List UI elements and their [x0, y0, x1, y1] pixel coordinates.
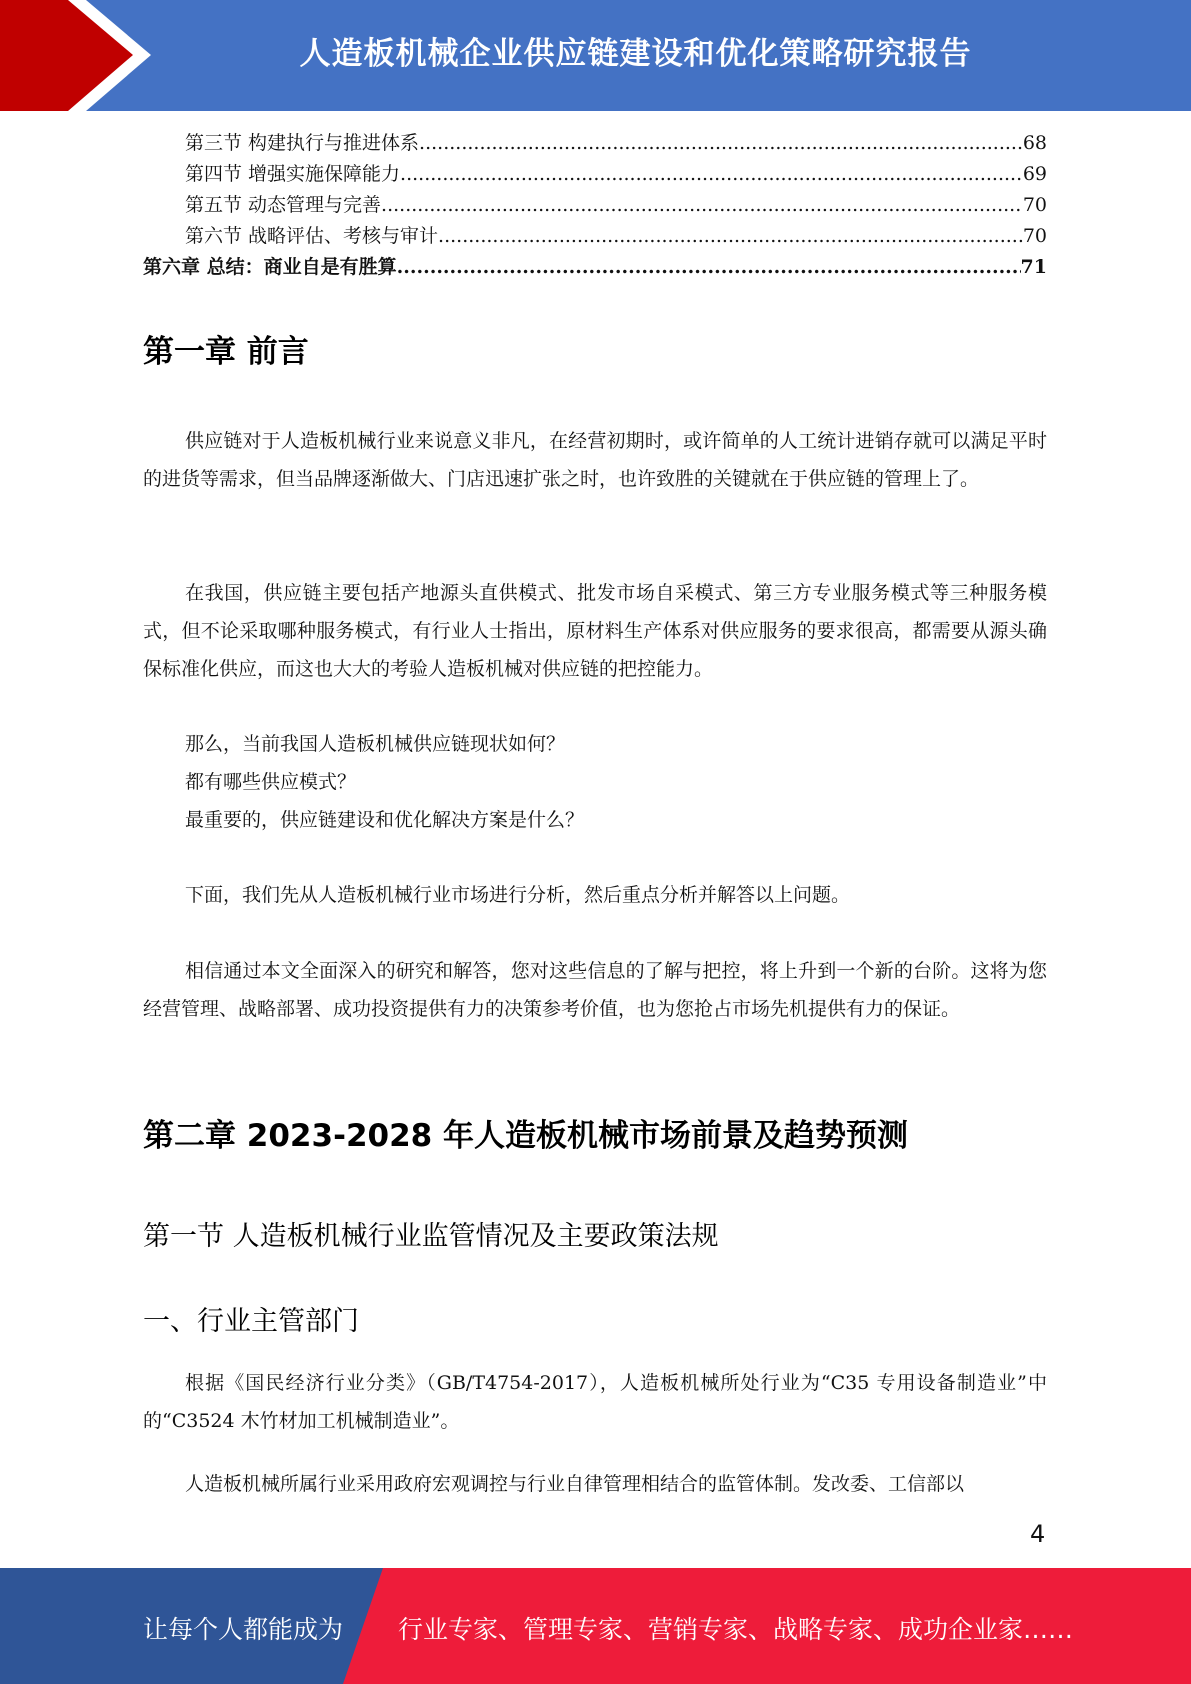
toc-entry[interactable] — [143, 159, 1047, 190]
toc-entry-page: 69 — [1022, 163, 1047, 185]
chapter-heading: 第一章 前言 — [143, 334, 309, 370]
chapter-heading: 第二章 2023-2028 年人造板机械市场前景及趋势预测 — [143, 1118, 909, 1154]
toc-entry-page: 71 — [1020, 256, 1047, 278]
body-paragraph: 根据《国民经济行业分类》（GB/T4754-2017），人造板机械所处行业为“C35 专用设备制造业”中的“C3524 木竹材加工机械制造业”。 — [143, 1372, 1047, 1432]
toc-entry-label: 第四节 增强实施保障能力 — [185, 163, 401, 185]
footer-slogan-left: 让每个人都能成为 — [143, 1615, 344, 1644]
question-line: 最重要的，供应链建设和优化解决方案是什么？ — [185, 809, 585, 831]
question-line: 都有哪些供应模式？ — [185, 771, 357, 793]
page-footer — [0, 1568, 1191, 1684]
toc-leader-dots — [381, 194, 1023, 216]
subsection-heading: 一、行业主管部门 — [143, 1306, 359, 1337]
question-line: 那么，当前我国人造板机械供应链现状如何？ — [185, 733, 566, 755]
table-of-contents — [143, 128, 1047, 283]
toc-entry-page: 68 — [1022, 132, 1047, 154]
body-paragraph: 在我国，供应链主要包括产地源头直供模式、批发市场自采模式、第三方专业服务模式等三种服务模式，但不论采取哪种服务模式，有行业人士指出，原材料生产体系对供应服务的要求很高，都需要从源头确保标准化供应，而这也大大的考验人造板机械对供应链的把控能力。 — [143, 582, 1047, 680]
header-title: 人造板机械企业供应链建设和优化策略研究报告 — [299, 36, 972, 72]
toc-entry-label: 第六节 战略评估、考核与审计 — [185, 225, 439, 247]
body-paragraph: 相信通过本文全面深入的研究和解答，您对这些信息的了解与把控，将上升到一个新的台阶。这将为您经营管理、战略部署、成功投资提供有力的决策参考价值，也为您抢占市场先机提供有力的保证。 — [143, 960, 1047, 1020]
toc-leader-dots — [400, 163, 1023, 185]
toc-leader-dots — [438, 225, 1023, 247]
toc-leader-dots — [419, 132, 1023, 154]
toc-entry-label: 第五节 动态管理与完善 — [185, 194, 382, 216]
toc-entry-chapter[interactable] — [143, 252, 1047, 283]
toc-entry[interactable] — [143, 128, 1047, 159]
toc-entry[interactable] — [143, 190, 1047, 221]
section-heading: 第一节 人造板机械行业监管情况及主要政策法规 — [143, 1221, 719, 1252]
toc-entry-page: 70 — [1022, 225, 1047, 247]
toc-leader-dots — [397, 256, 1021, 278]
body-paragraph: 下面，我们先从人造板机械行业市场进行分析，然后重点分析并解答以上问题。 — [185, 884, 851, 906]
toc-entry-page: 70 — [1022, 194, 1047, 216]
page-header — [0, 0, 1191, 111]
body-paragraph: 供应链对于人造板机械行业来说意义非凡，在经营初期时，或许简单的人工统计进销存就可以满足平时的进货等需求，但当品牌逐渐做大、门店迅速扩张之时，也许致胜的关键就在于供应链的管理上了。 — [143, 430, 1047, 490]
toc-entry-label: 第六章 总结：商业自是有胜算 — [143, 256, 397, 278]
toc-entry-label: 第三节 构建执行与推进体系 — [185, 132, 420, 154]
body-paragraph: 人造板机械所属行业采用政府宏观调控与行业自律管理相结合的监管体制。发改委、工信部以 — [185, 1473, 965, 1495]
footer-slogan-right: 行业专家、管理专家、营销专家、战略专家、成功企业家…… — [398, 1615, 1074, 1644]
toc-entry[interactable] — [143, 221, 1047, 252]
page-number: 4 — [1030, 1520, 1046, 1548]
